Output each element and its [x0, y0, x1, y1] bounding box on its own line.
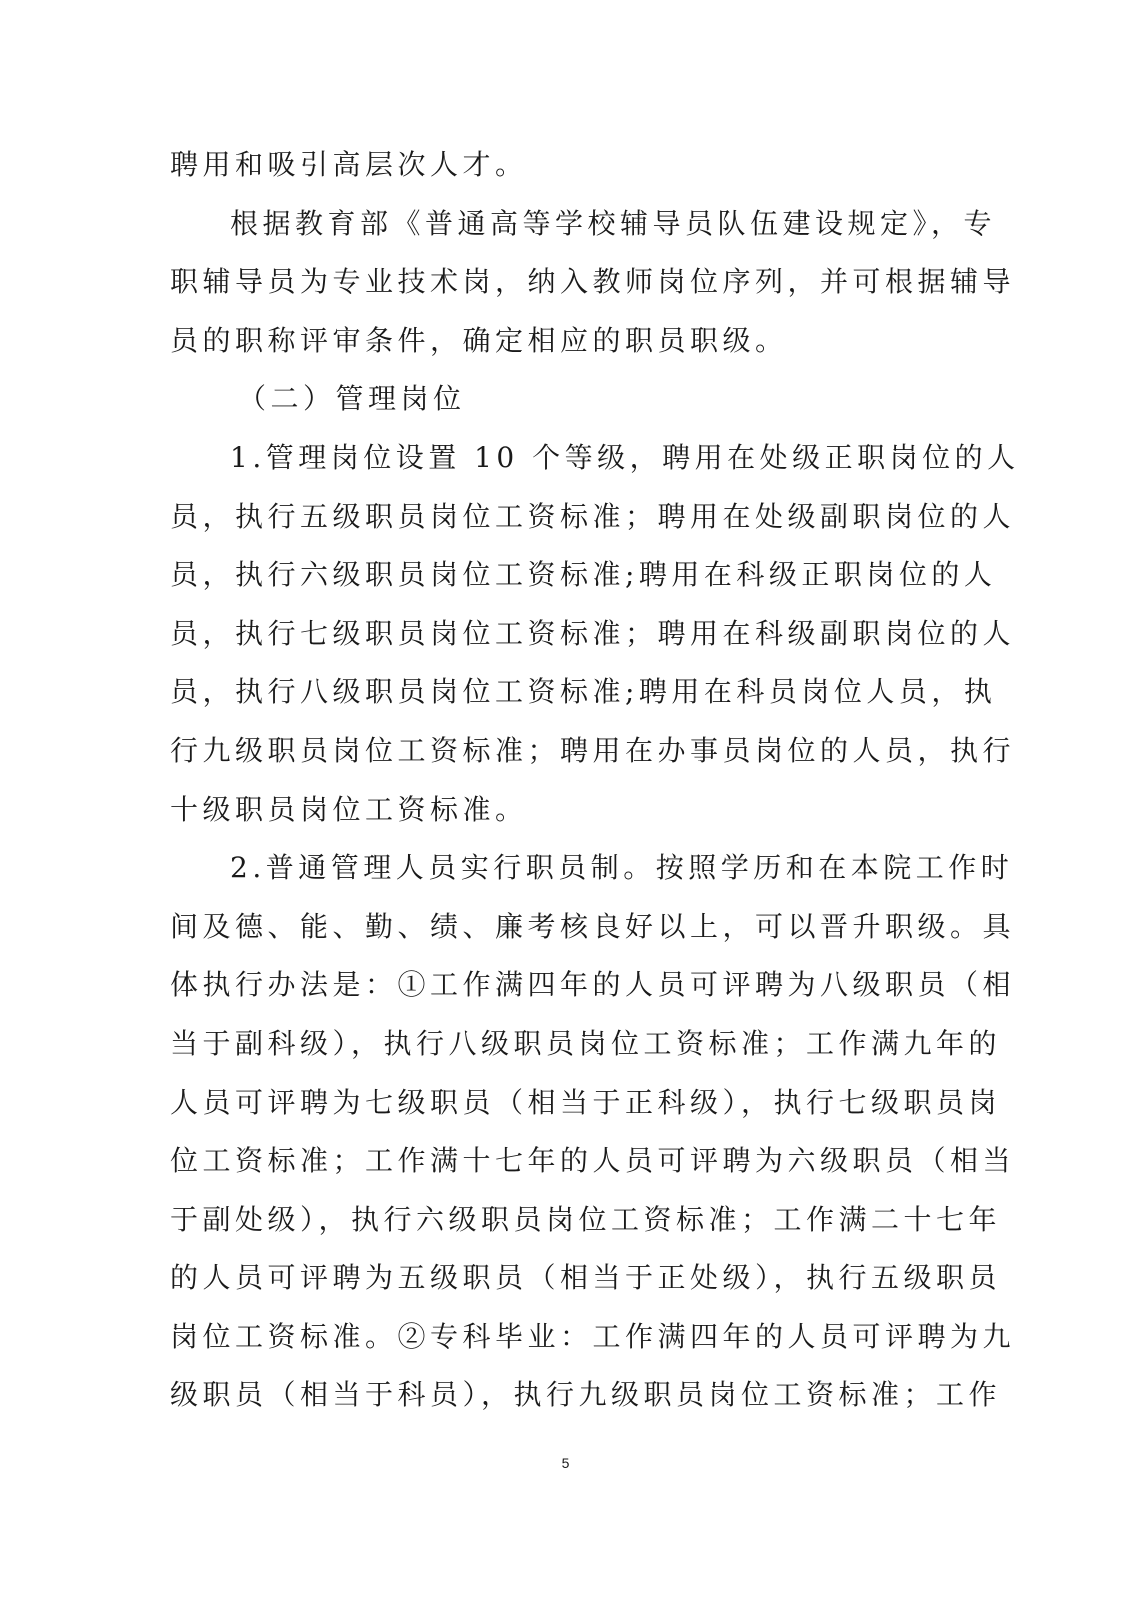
text-line: 人员可评聘为七级职员（相当于正科级），执行七级职员岗 — [170, 1085, 1002, 1119]
text-line: 员，执行六级职员岗位工资标准;聘用在科级正职岗位的人 — [170, 558, 997, 592]
text-line: 员的职称评审条件，确定相应的职员职级。 — [170, 323, 788, 357]
text-line: 岗位工资标准。②专科毕业：工作满四年的人员可评聘为九 — [170, 1319, 1016, 1353]
text-line: 2.普通管理人员实行职员制。按照学历和在本院工作时 — [230, 851, 1014, 885]
text-line: 位工资标准；工作满十七年的人员可评聘为六级职员（相当 — [170, 1144, 1016, 1178]
text-line: 职辅导员为专业技术岗，纳入教师岗位序列，并可根据辅导 — [170, 265, 1016, 299]
page-number: 5 — [561, 1455, 570, 1471]
text-line: 聘用和吸引高层次人才。 — [170, 148, 528, 181]
text-line: 体执行办法是：①工作满四年的人员可评聘为八级职员（相 — [170, 968, 1016, 1002]
document-body — [170, 136, 1020, 1425]
text-line: 行九级职员岗位工资标准；聘用在办事员岗位的人员，执行 — [170, 733, 1016, 767]
text-line: 十级职员岗位工资标准。 — [170, 792, 528, 826]
section-heading: （二）管理岗位 — [238, 382, 466, 416]
text-line: 根据教育部《普通高等学校辅导员队伍建设规定》，专 — [230, 206, 997, 240]
text-line: 间及德、能、勤、绩、廉考核良好以上，可以晋升职级。具 — [170, 909, 1016, 943]
text-line: 员，执行七级职员岗位工资标准；聘用在科级副职岗位的人 — [170, 616, 1016, 650]
text-line: 员，执行八级职员岗位工资标准;聘用在科员岗位人员，执 — [170, 675, 997, 709]
text-line: 员，执行五级职员岗位工资标准；聘用在处级副职岗位的人 — [170, 499, 1016, 533]
text-line: 的人员可评聘为五级职员（相当于正处级），执行五级职员 — [170, 1261, 1002, 1295]
text-line: 级职员（相当于科员），执行九级职员岗位工资标准；工作 — [170, 1378, 1002, 1412]
text-line: 于副处级），执行六级职员岗位工资标准；工作满二十七年 — [170, 1202, 1002, 1236]
text-line: 1.管理岗位设置 10 个等级，聘用在处级正职岗位的人 — [230, 440, 1020, 474]
text-line: 当于副科级），执行八级职员岗位工资标准；工作满九年的 — [170, 1026, 1002, 1060]
